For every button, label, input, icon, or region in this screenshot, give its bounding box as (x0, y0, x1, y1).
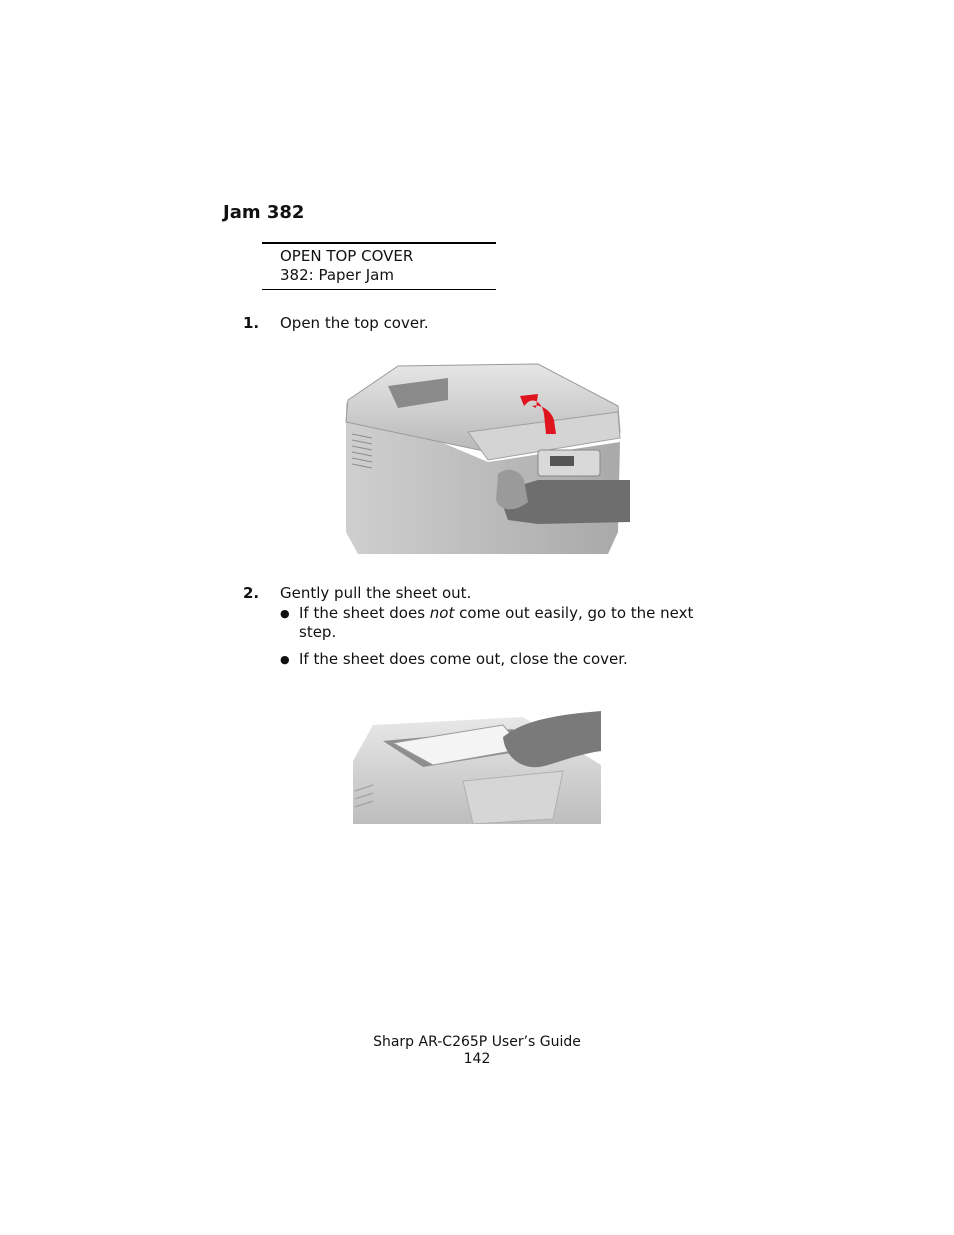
bullet-1-emphasis: not (429, 604, 455, 622)
bullet-dot-icon: ● (280, 607, 290, 620)
step-1-number: 1. (243, 314, 260, 332)
bullet-dot-icon: ● (280, 653, 290, 666)
step-2-bullet-1 (299, 604, 729, 642)
step-2-number: 2. (243, 584, 260, 602)
step-1-text: Open the top cover. (280, 314, 429, 332)
step-2-text: Gently pull the sheet out. (280, 584, 472, 602)
message-line-1: OPEN TOP COVER (280, 247, 414, 265)
footer-title: Sharp AR-C265P User’s Guide (373, 1034, 581, 1050)
message-line-2: 382: Paper Jam (280, 266, 394, 284)
printer-pull-sheet-illustration (353, 711, 601, 824)
step-2-bullet-2: If the sheet does come out, close the cover. (299, 650, 628, 668)
page-number: 142 (463, 1051, 491, 1067)
bullet-1-text-after: come out easily, go to the next step. (299, 604, 694, 641)
page-title: Jam 382 (223, 202, 305, 223)
bullet-1-text-before: If the sheet does (299, 604, 430, 622)
display-message-box (262, 242, 496, 290)
printer-open-cover-illustration (338, 362, 630, 554)
